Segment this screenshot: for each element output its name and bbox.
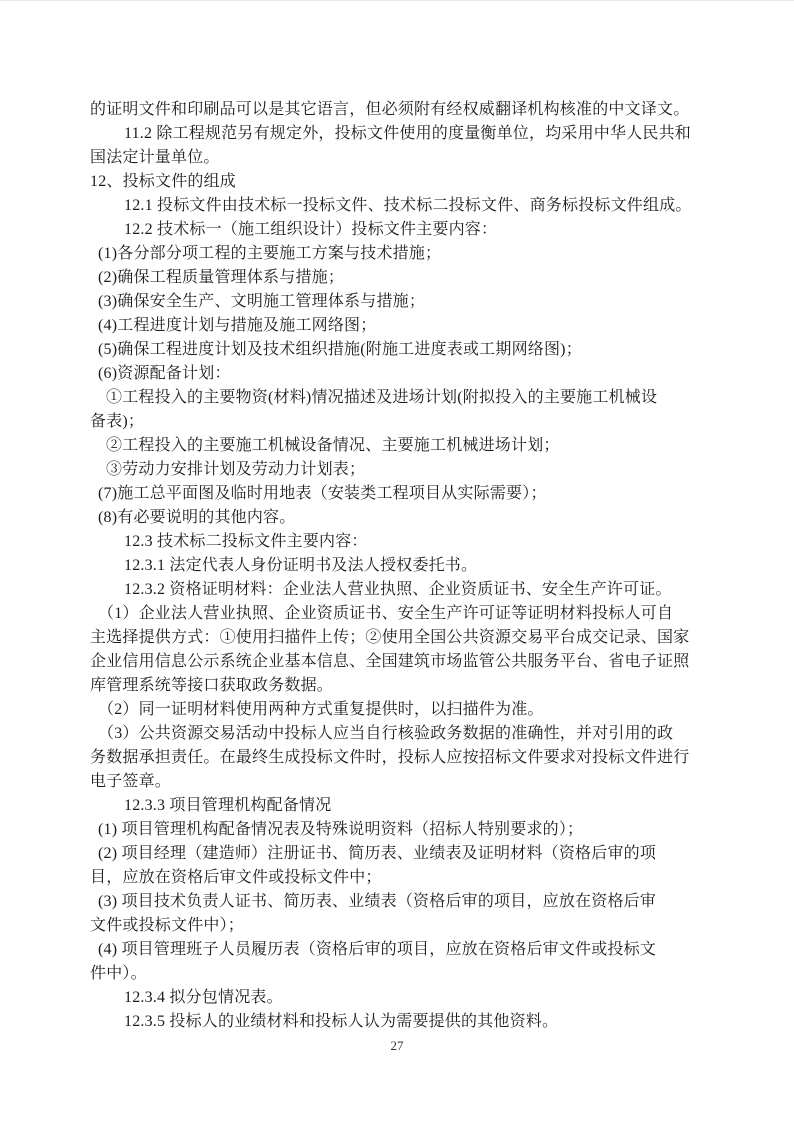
text-line: (4)工程进度计划与措施及施工网络图； (98, 317, 377, 334)
text-line: 12、投标文件的组成 (90, 173, 237, 190)
text-line: 12.3.3 项目管理机构配备情况 (124, 797, 332, 814)
text-line: 12.3.4 拟分包情况表。 (124, 989, 283, 1006)
text-line: (4) 项目管理班子人员履历表（资格后审的项目，应放在资格后审文件或投标文 (98, 941, 657, 958)
text-line: 12.2 技术标一（施工组织设计）投标文件主要内容： (124, 221, 498, 238)
text-line: (2) 项目经理（建造师）注册证书、简历表、业绩表及证明材料（资格后审的项 (98, 845, 657, 862)
text-line: 主选择提供方式：①使用扫描件上传；②使用全国公共资源交易平台成交记录、国家 (90, 629, 690, 646)
text-line: (5)确保工程进度计划及技术组织措施(附施工进度表或工期网络图)； (98, 341, 582, 358)
text-line: （2）同一证明材料使用两种方式重复提供时，以扫描件为准。 (98, 701, 544, 718)
text-line: (8)有必要说明的其他内容。 (98, 509, 296, 526)
text-line: ③劳动力安排计划及劳动力计划表； (106, 461, 366, 478)
text-line: （1）企业法人营业执照、企业资质证书、安全生产许可证等证明材料投标人可自 (98, 605, 674, 622)
text-line: ①工程投入的主要物资(材料)情况描述及进场计划(附拟投入的主要施工机械设 (106, 389, 658, 406)
text-line: 11.2 除工程规范另有规定外，投标文件使用的度量衡单位，均采用中华人民共和 (124, 125, 692, 142)
text-line: 12.1 投标文件由技术标一投标文件、技术标二投标文件、商务标投标文件组成。 (124, 197, 692, 214)
text-line: 文件或投标文件中）； (90, 917, 245, 934)
text-line: 件中）。 (90, 965, 147, 982)
page-footer (0, 1037, 794, 1055)
text-line: (2)确保工程质量管理体系与措施； (98, 269, 345, 286)
document-body (90, 98, 706, 1034)
text-line: 企业信用信息公示系统企业基本信息、全国建筑市场监管公共服务平台、省电子证照 (90, 653, 690, 670)
text-line: 12.3 技术标二投标文件主要内容： (124, 533, 368, 550)
text-line: 库管理系统等接口获取政务数据。 (90, 677, 334, 694)
text-line: 电子签章。 (90, 773, 172, 790)
text-line: 12.3.5 投标人的业绩材料和投标人认为需要提供的其他资料。 (124, 1013, 559, 1030)
text-line: （3）公共资源交易活动中投标人应当自行核验政务数据的准确性，并对引用的政 (98, 725, 674, 742)
text-line: ②工程投入的主要施工机械设备情况、主要施工机械进场计划； (106, 437, 560, 454)
text-line: (1) 项目管理机构配备情况表及特殊说明资料（招标人特别要求的）； (98, 821, 584, 838)
text-line: 目，应放在资格后审文件或投标文件中； (90, 869, 382, 886)
text-line: (3) 项目技术负责人证书、简历表、业绩表（资格后审的项目，应放在资格后审 (98, 893, 657, 910)
text-line: (3)确保安全生产、文明施工管理体系与措施； (98, 293, 426, 310)
text-line: 务数据承担责任。在最终生成投标文件时，投标人应按招标文件要求对投标文件进行 (90, 749, 690, 766)
text-line: (6)资源配备计划： (98, 365, 231, 382)
text-line: 备表)； (90, 413, 145, 430)
text-line: 国法定计量单位。 (90, 149, 220, 166)
text-line: 12.3.2 资格证明材料：企业法人营业执照、企业资质证书、安全生产许可证。 (124, 581, 672, 598)
text-line: (7)施工总平面图及临时用地表（安装类工程项目从实际需要）； (98, 485, 547, 502)
text-line: (1)各分部分项工程的主要施工方案与技术措施； (98, 245, 442, 262)
text-line: 的证明文件和印刷品可以是其它语言，但必须附有经权威翻译机构核准的中文译文。 (90, 101, 690, 118)
text-line: 12.3.1 法定代表人身份证明书及法人授权委托书。 (124, 557, 478, 574)
page-number: 27 (390, 1038, 404, 1053)
